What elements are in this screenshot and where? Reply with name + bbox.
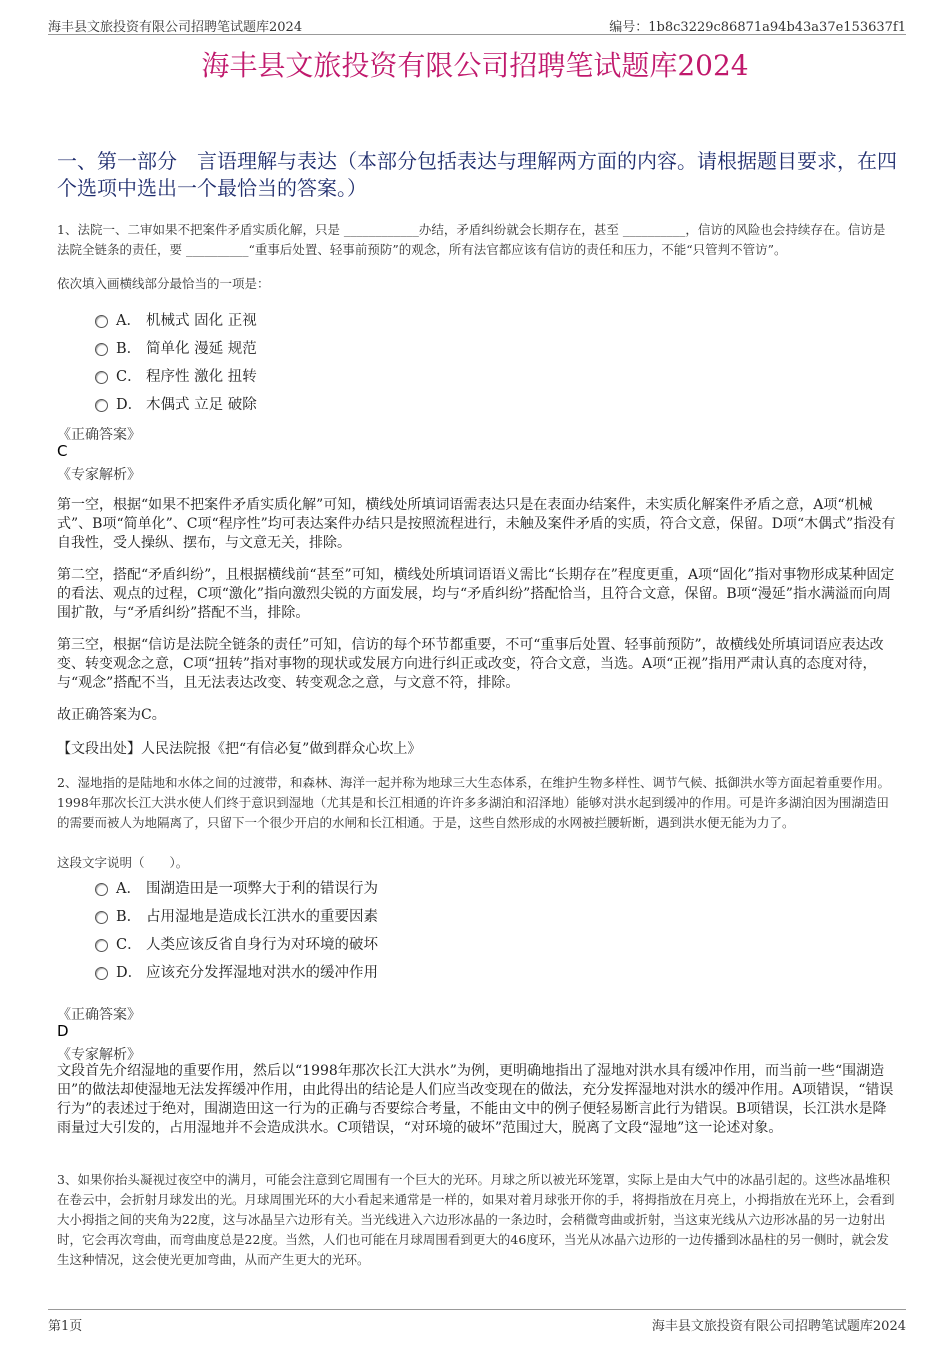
q2-option-c[interactable]: C． 人类应该反省自身行为对环境的破坏 [95,933,378,955]
radio-icon[interactable] [95,939,108,952]
q1-source: 【文段出处】人民法院报《把“有信必复”做到群众心坎上》 [57,741,422,757]
q2-option-d[interactable]: D． 应该充分发挥湿地对洪水的缓冲作用 [95,961,378,983]
q2-option-a[interactable]: A． 围湖造田是一项弊大于利的错误行为 [95,877,378,899]
page-footer [48,1309,906,1332]
q1-analysis-para-2: 第二空，搭配“矛盾纠纷”，且根据横线前“甚至”可知，横线处所填词语语义需比“长期存在”程度更重，A项“固化”指对事物形成某种固定的看法、观点的过程，C项“激化”指向激烈尖锐的方面发展，均与“矛盾纠纷”搭配恰当，且符合文意，保留。B项“漫延”指水满溢而向周围扩散，与“矛盾纠纷”搭配不当，排除。 [57,567,895,621]
q2-analysis-label: 《专家解析》 [57,1047,141,1063]
radio-icon[interactable] [95,399,108,412]
radio-icon[interactable] [95,967,108,980]
radio-icon[interactable] [95,371,108,384]
q1-option-a[interactable]: A． 机械式 固化 正视 [95,309,257,331]
q1-answer: C [57,442,68,460]
question-2-prompt: 这段文字说明（ ）。 [57,855,189,870]
question-3-stem: 3、如果你抬头凝视过夜空中的满月，可能会注意到它周围有一个巨大的光环。月球之所以被光环笼罩，实际上是由大气中的冰晶引起的。这些冰晶堆积在卷云中，会折射月球发出的光。月球周围光环的大小看起来通常是一样的，如果对着月球张开你的手，将拇指放在月亮上，小拇指放在光环上，会看到大小拇指之间的夹角为22度，这与冰晶呈六边形有关。当光线进入六边形冰晶的一条边时，会稍微弯曲或折射，当这束光线从六边形冰晶的另一边射出时，它会再次弯曲，而弯曲度总是22度。当然，人们也可能在月球周围看到更大的46度环，当光从冰晶六边形的一边传播到冰晶柱的另一侧时，就会发生这种情况，这会使光更加弯曲，从而产生更大的光环。 [57,1172,895,1267]
q2-answer-label: 《正确答案》 [57,1007,141,1023]
q1-analysis-para-1: 第一空，根据“如果不把案件矛盾实质化解”可知，横线处所填词语需表达只是在表面办结案件，未实质化解案件矛盾之意，A项“机械式”、B项“简单化”、C项“程序性”均可表达案件办结只是按照流程进行，未触及案件矛盾的实质，符合文意，保留。D项“木偶式”指没有自我性，受人操纵、摆布，与文意无关，排除。 [57,497,896,551]
radio-icon[interactable] [95,343,108,356]
q2-answer: D [57,1022,69,1040]
header-title: 海丰县文旅投资有限公司招聘笔试题库2024 [48,20,303,35]
footer-title: 海丰县文旅投资有限公司招聘笔试题库2024 [651,1319,906,1334]
q1-option-d[interactable]: D． 木偶式 立足 破除 [95,393,257,415]
question-1-stem: 1、法院一、二审如果不把案件矛盾实质化解，只是 ____________办结，矛盾纠纷就会长期存在，甚至 __________，信访的风险也会持续存在。信访是法院全链条的责任，要 __________“重事后处置、轻事前预防”的观念，所有法官都应该有信访的责任和压力，不能“只管判不管访”。 [57,222,886,257]
q1-analysis-para-3: 第三空，根据“信访是法院全链条的责任”可知，信访的每个环节都重要，不可“重事后处置、轻事前预防”，故横线处所填词语应表达改变、转变观念之意，C项“扭转”指对事物的现状或发展方向进行纠正或改变，符合文意，当选。A项“正视”指用严肃认真的态度对待，与“观念”搭配不当，且无法表达改变、转变观念之意，与文意不符，排除。 [57,637,884,691]
page-header [48,14,906,35]
radio-icon[interactable] [95,883,108,896]
question-1-prompt: 依次填入画横线部分最恰当的一项是： [57,276,270,291]
q1-option-c[interactable]: C． 程序性 激化 扭转 [95,365,257,387]
question-2-stem: 2、湿地指的是陆地和水体之间的过渡带，和森林、海洋一起并称为地球三大生态体系，在维护生物多样性、调节气候、抵御洪水等方面起着重要作用。1998年那次长江大洪水使人们终于意识到湿地（尤其是和长江相通的许许多多湖泊和沼泽地）能够对洪水起到缓冲的作用。可是许多湖泊因为围湖造田的需要而被人为地隔离了，只留下一个很少开启的水闸和长江相通。于是，这些自然形成的水网被拦腰斩断，遇到洪水便无能为力了。 [57,775,890,830]
q1-answer-label: 《正确答案》 [57,427,141,443]
q1-analysis-conclusion: 故正确答案为C。 [57,707,166,723]
document-id: 编号：1b8c3229c86871a94b43a37e153637f1 [609,20,906,35]
document-title: 海丰县文旅投资有限公司招聘笔试题库2024 [201,49,749,82]
radio-icon[interactable] [95,911,108,924]
radio-icon[interactable] [95,315,108,328]
section-title: 一、第一部分 言语理解与表达（本部分包括表达与理解两方面的内容。请根据题目要求，在四个选项中选出一个最恰当的答案。） [57,149,897,200]
q1-option-b[interactable]: B． 简单化 漫延 规范 [95,337,257,359]
q2-option-b[interactable]: B． 占用湿地是造成长江洪水的重要因素 [95,905,378,927]
q2-analysis: 文段首先介绍湿地的重要作用，然后以“1998年那次长江大洪水”为例，更明确地指出了湿地对洪水具有缓冲作用，而当前一些“围湖造田”的做法却使湿地无法发挥缓冲作用，由此得出的结论是人们应当改变现在的做法，充分发挥湿地对洪水的缓冲作用。A项错误，“错误行为”的表述过于绝对，围湖造田这一行为的正确与否要综合考量，不能由文中的例子便轻易断言此行为错误。B项错误，长江洪水是降雨量过大引发的，占用湿地并不会造成洪水。C项错误，“对环境的破坏”范围过大，脱离了文段“湿地”这一论述对象。 [57,1063,894,1136]
page-number: 第1页 [48,1319,83,1334]
q1-analysis-label: 《专家解析》 [57,467,141,483]
